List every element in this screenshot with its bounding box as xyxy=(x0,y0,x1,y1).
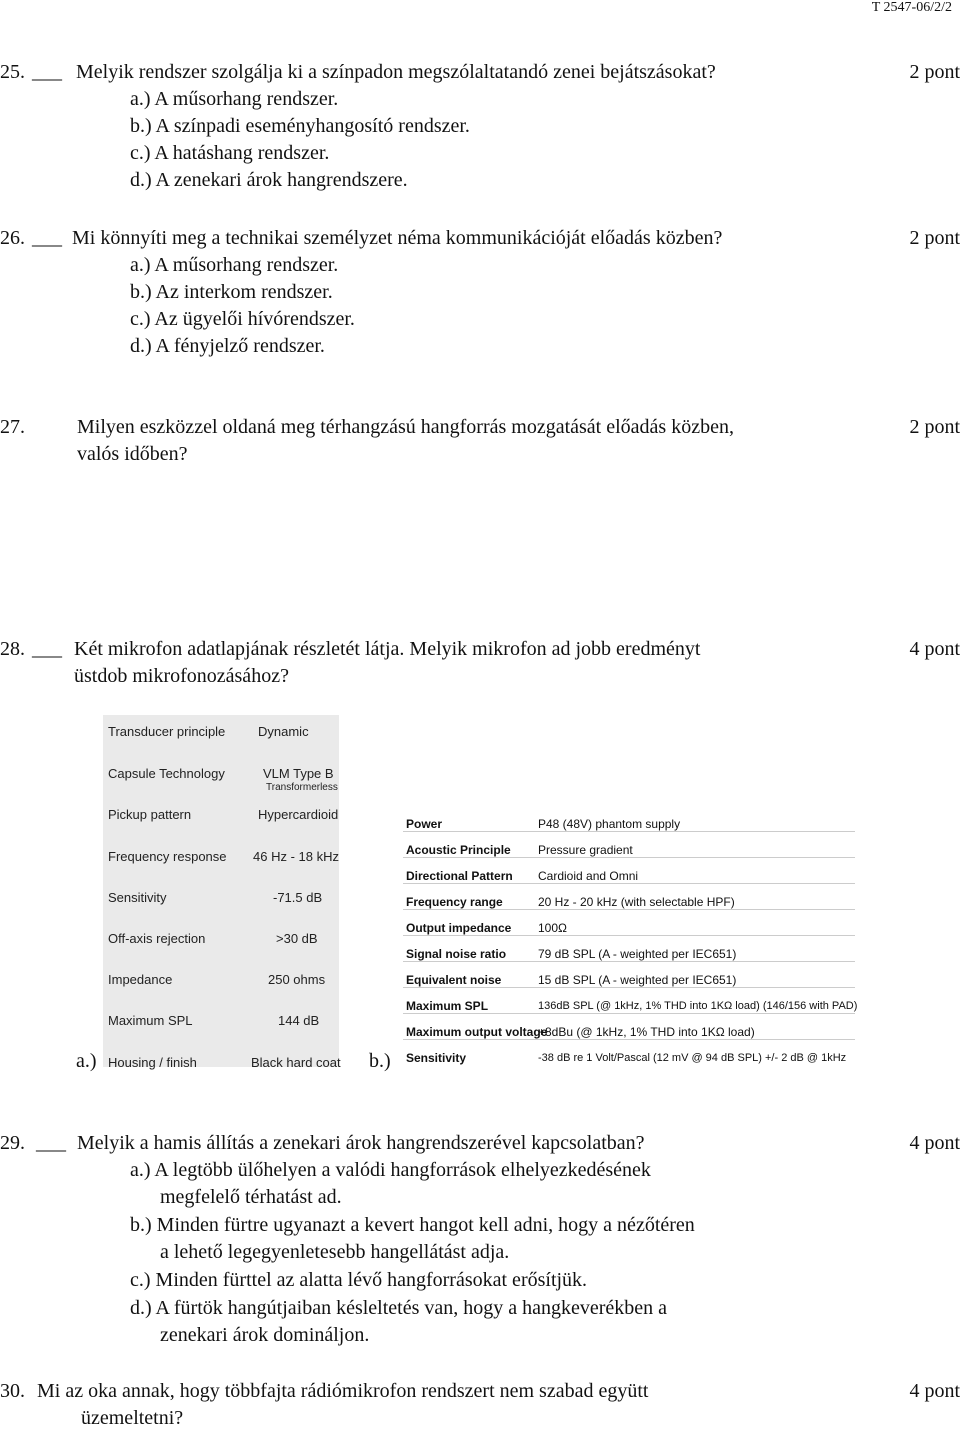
option-d: d.) A fényjelző rendszer. xyxy=(130,335,325,357)
spec-row xyxy=(108,1049,339,1073)
spec-row xyxy=(403,1013,855,1040)
question-number: 26. xyxy=(0,227,25,249)
datasheet-a xyxy=(103,715,341,1070)
spec-value: P48 (48V) phantom supply xyxy=(538,817,681,831)
spec-row xyxy=(403,987,858,1014)
answer-blank: ___ xyxy=(32,61,62,83)
spec-key: Frequency response xyxy=(108,849,227,864)
points: 2 pont xyxy=(909,61,960,83)
option-b: b.) Az interkom rendszer. xyxy=(130,281,333,303)
spec-key: Impedance xyxy=(108,972,173,987)
spec-row xyxy=(108,925,339,949)
spec-key: Maximum SPL xyxy=(108,1013,193,1028)
spec-key: Frequency range xyxy=(406,895,503,909)
spec-value: Black hard coat xyxy=(251,1055,341,1070)
spec-row xyxy=(108,1007,339,1031)
label-b: b.) xyxy=(369,1050,391,1072)
option-c: c.) Minden fürttel az alatta lévő hangforrásokat erősítjük. xyxy=(130,1269,588,1291)
spec-key: Housing / finish xyxy=(108,1055,197,1070)
question-text-line1: Mi az oka annak, hogy többfajta rádiómikrofon rendszert nem szabad együtt xyxy=(37,1380,649,1402)
spec-key: Power xyxy=(406,817,443,831)
document-code: T 2547-06/2/2 xyxy=(871,0,952,15)
question-text-line2: üzemeltetni? xyxy=(81,1407,184,1429)
spec-value: 136dB SPL (@ 1kHz, 1% THD into 1KΩ load) (146/156 with PAD) xyxy=(538,1000,858,1012)
question-text-line1: Milyen eszközzel oldaná meg térhangzású hangforrás mozgatását előadás közben, xyxy=(77,416,734,438)
option-b-cont: a lehető legegyenletesebb hangellátást adja. xyxy=(160,1241,510,1263)
spec-row xyxy=(403,883,855,910)
spec-value: Pressure gradient xyxy=(538,843,633,857)
option-c: c.) A hatáshang rendszer. xyxy=(130,142,330,164)
spec-value: Hypercardioid xyxy=(258,807,339,822)
question-number: 30. xyxy=(0,1380,25,1402)
spec-value: Cardioid and Omni xyxy=(538,869,639,883)
answer-blank: ___ xyxy=(32,638,62,660)
spec-subvalue: Transformerless xyxy=(266,782,338,793)
spec-row xyxy=(403,857,855,884)
datasheet-b xyxy=(403,805,858,1067)
spec-row xyxy=(108,966,339,990)
spec-key: Directional Pattern xyxy=(406,869,513,883)
answer-blank: ___ xyxy=(36,1132,66,1154)
question-text: Melyik rendszer szolgálja ki a színpadon megszólaltatandó zenei bejátszásokat? xyxy=(76,61,716,83)
spec-row xyxy=(403,961,855,988)
spec-value: >30 dB xyxy=(276,931,318,946)
spec-row xyxy=(403,1039,855,1065)
spec-row xyxy=(403,935,855,962)
spec-row xyxy=(108,718,339,742)
spec-value: -71.5 dB xyxy=(273,890,323,905)
spec-key: Off-axis rejection xyxy=(108,931,206,946)
points: 4 pont xyxy=(909,1132,960,1154)
option-a-cont: megfelelő térhatást ad. xyxy=(160,1186,342,1208)
question-number: 27. xyxy=(0,416,25,438)
spec-key: Signal noise ratio xyxy=(406,947,507,961)
points: 2 pont xyxy=(909,416,960,438)
spec-key: Sensitivity xyxy=(108,890,167,905)
spec-value: -38 dB re 1 Volt/Pascal (12 mV @ 94 dB SPL) +/- 2 dB @ 1kHz xyxy=(538,1052,847,1064)
spec-value: Dynamic xyxy=(258,724,309,739)
points: 4 pont xyxy=(909,638,960,660)
option-d: d.) A zenekari árok hangrendszere. xyxy=(130,169,408,191)
question-text-line2: üstdob mikrofonozásához? xyxy=(74,665,289,687)
spec-value: 20 Hz - 20 kHz (with selectable HPF) xyxy=(538,895,735,909)
spec-key: Sensitivity xyxy=(406,1051,467,1065)
question-text-line1: Két mikrofon adatlapjának részletét látja. Melyik mikrofon ad jobb eredményt xyxy=(74,638,701,660)
option-b: b.) Minden fürtre ugyanazt a kevert hangot kell adni, hogy a nézőtéren xyxy=(130,1214,695,1236)
spec-key: Equivalent noise xyxy=(406,973,502,987)
spec-key: Maximum SPL xyxy=(406,999,489,1013)
option-d-cont: zenekari árok domináljon. xyxy=(160,1324,370,1346)
spec-key: Pickup pattern xyxy=(108,807,192,822)
question-text-line2: valós időben? xyxy=(77,443,188,465)
question-number: 25. xyxy=(0,61,25,83)
spec-value: 100Ω xyxy=(538,921,567,935)
spec-key: Output impedance xyxy=(406,921,512,935)
option-a: a.) A műsorhang rendszer. xyxy=(130,88,339,110)
option-b: b.) A színpadi eseményhangosító rendszer. xyxy=(130,115,470,137)
spec-value: VLM Type B xyxy=(263,766,334,781)
spec-value: 250 ohms xyxy=(268,972,326,987)
spec-row xyxy=(403,831,855,858)
spec-row xyxy=(403,805,855,832)
spec-row xyxy=(108,843,339,867)
question-text: Mi könnyíti meg a technikai személyzet néma kommunikációját előadás közben? xyxy=(72,227,723,249)
question-number: 29. xyxy=(0,1132,25,1154)
question-number: 28. xyxy=(0,638,25,660)
points: 4 pont xyxy=(909,1380,960,1402)
option-c: c.) Az ügyelői hívórendszer. xyxy=(130,308,355,330)
option-d: d.) A fürtök hangútjaiban késleltetés van, hogy a hangkeverékben a xyxy=(130,1297,668,1319)
spec-value: 79 dB SPL (A - weighted per IEC651) xyxy=(538,947,737,961)
spec-key: Maximum output voltage xyxy=(406,1025,548,1039)
spec-key: Transducer principle xyxy=(108,724,226,739)
spec-value: 46 Hz - 18 kHz xyxy=(253,849,339,864)
spec-row xyxy=(108,760,339,793)
spec-row xyxy=(108,884,339,908)
points: 2 pont xyxy=(909,227,960,249)
spec-row xyxy=(108,801,339,825)
spec-value: +8dBu (@ 1kHz, 1% THD into 1KΩ load) xyxy=(538,1025,755,1039)
spec-row xyxy=(403,909,855,936)
spec-key: Capsule Technology xyxy=(108,766,225,781)
option-a: a.) A műsorhang rendszer. xyxy=(130,254,339,276)
question-text: Melyik a hamis állítás a zenekari árok hangrendszerével kapcsolatban? xyxy=(77,1132,645,1154)
answer-blank: ___ xyxy=(32,227,62,249)
spec-value: 15 dB SPL (A - weighted per IEC651) xyxy=(538,973,737,987)
spec-key: Acoustic Principle xyxy=(406,843,511,857)
spec-value: 144 dB xyxy=(278,1013,320,1028)
label-a: a.) xyxy=(76,1050,97,1072)
option-a: a.) A legtöbb ülőhelyen a valódi hangforrások elhelyezkedésének xyxy=(130,1159,651,1181)
